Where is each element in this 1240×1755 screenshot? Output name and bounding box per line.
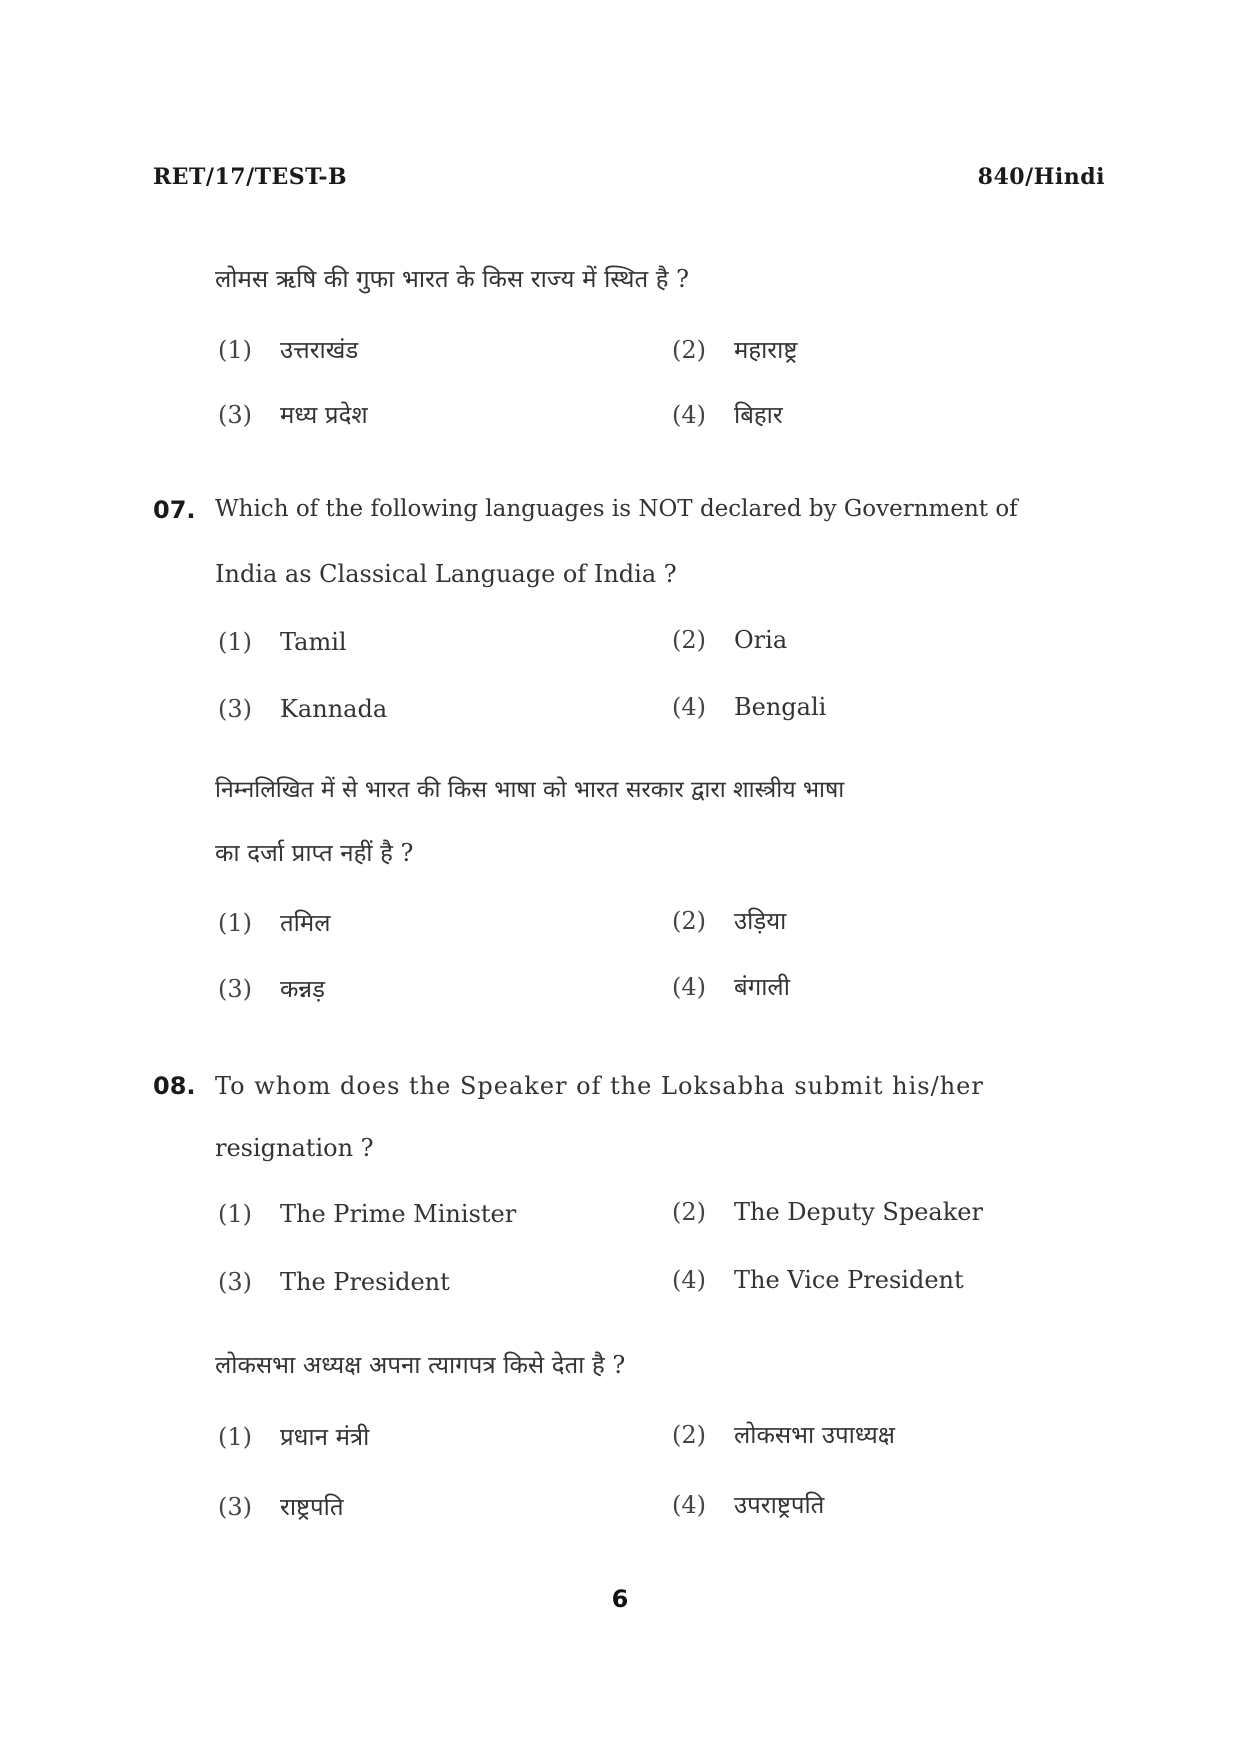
q07-number: 07. bbox=[153, 496, 196, 524]
q06-hindi-option-4: (4) बिहार bbox=[672, 401, 783, 429]
q08-option-1: (1) The Prime Minister bbox=[218, 1200, 517, 1228]
q08-option-4: (4) The Vice President bbox=[672, 1266, 964, 1294]
q07-option-3: (3) Kannada bbox=[218, 695, 388, 723]
q06-hindi-option-1: (1) उत्तराखंड bbox=[218, 336, 359, 364]
q07-hindi-option-3: (3) कन्नड़ bbox=[218, 975, 325, 1003]
paper-code: 840/Hindi bbox=[977, 164, 1105, 190]
q06-hindi-option-3: (3) मध्य प्रदेश bbox=[218, 401, 368, 429]
q08-hindi-option-2: (2) लोकसभा उपाध्यक्ष bbox=[672, 1421, 896, 1449]
q07-hindi-option-2: (2) उड़िया bbox=[672, 907, 787, 935]
q08-number: 08. bbox=[153, 1072, 196, 1100]
q07-hindi-question-line-1: निम्नलिखित में से भारत की किस भाषा को भारत सरकार द्वारा शास्त्रीय भाषा bbox=[215, 777, 845, 803]
q08-hindi-question: लोकसभा अध्यक्ष अपना त्यागपत्र किसे देता है ? bbox=[215, 1351, 626, 1379]
q07-option-4: (4) Bengali bbox=[672, 693, 827, 721]
q08-option-2: (2) The Deputy Speaker bbox=[672, 1198, 983, 1226]
q08-option-3: (3) The President bbox=[218, 1268, 450, 1296]
q06-hindi-question: लोमस ऋषि की गुफा भारत के किस राज्य में स्थित है ? bbox=[215, 265, 690, 293]
q08-question-line-1: To whom does the Speaker of the Loksabha submit his/her bbox=[215, 1072, 984, 1100]
page-number: 6 bbox=[611, 1585, 629, 1613]
q07-option-2: (2) Oria bbox=[672, 626, 788, 654]
q07-option-1: (1) Tamil bbox=[218, 628, 347, 656]
q07-hindi-question-line-2: का दर्जा प्राप्त नहीं है ? bbox=[215, 839, 414, 867]
q07-question-line-2: India as Classical Language of India ? bbox=[215, 560, 677, 588]
q06-hindi-option-2: (2) महाराष्ट्र bbox=[672, 336, 798, 364]
q07-hindi-option-4: (4) बंगाली bbox=[672, 973, 790, 1001]
exam-code: RET/17/TEST-B bbox=[153, 164, 348, 190]
q08-hindi-option-4: (4) उपराष्ट्रपति bbox=[672, 1491, 825, 1519]
q07-hindi-option-1: (1) तमिल bbox=[218, 909, 331, 937]
q08-hindi-option-1: (1) प्रधान मंत्री bbox=[218, 1423, 370, 1451]
q08-hindi-option-3: (3) राष्ट्रपति bbox=[218, 1493, 344, 1521]
q08-question-line-2: resignation ? bbox=[215, 1134, 374, 1162]
q07-question-line-1: Which of the following languages is NOT declared by Government of bbox=[215, 496, 1018, 522]
